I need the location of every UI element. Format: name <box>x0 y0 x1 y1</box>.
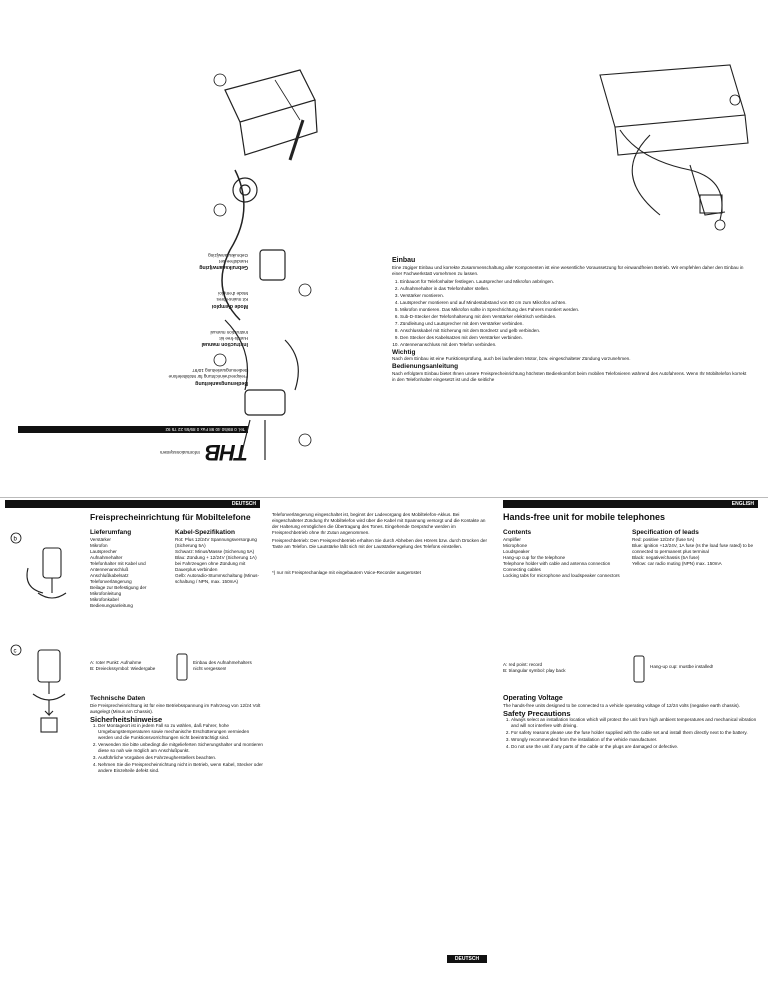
item: Verstärker <box>90 536 111 542</box>
step: 8. Anschlusskabel mit Sicherung mit dem Bordnetz und gelb verbinden. <box>400 328 747 334</box>
lieferumfang <box>90 530 170 609</box>
step: 7. Zündleitung und Lautsprecher mit dem Verstärker verbinden. <box>400 321 747 327</box>
mid-text: Telefonverlängerung eingeschaltet ist, beginnt der Ladevorgang des Mobiltelefon-Akkus. Bei eingeschalteter Zündung Ihr Mobiltelefon wird über die Kabel mit Spannung versorgt und die Kontakte an der Halterung ermöglichen die Übertragung des Tones. Eingehende Gespräche werden im Freisprechbetrieb ohne Ihr Zutun angenommen. <box>272 512 486 535</box>
item: Lautsprecher <box>90 548 117 554</box>
section-bar-en: ENGLISH <box>503 500 758 508</box>
contents-title: Contents <box>503 529 532 536</box>
cover-line: Freisprecheinrichtung für Mobiltelefone <box>168 374 248 380</box>
page-fold <box>0 497 768 498</box>
middle-column <box>272 512 487 578</box>
company-bar: Tel. 0 89/50 40 98 Fax 0 89/55 22 75 92 <box>18 426 248 433</box>
cover-line: Mode d'emploi <box>218 291 248 297</box>
step: 1. Einbauort für Telefonhalter festlegen. Lautsprecher und Mikrofon anbringen. <box>400 279 747 285</box>
cover-line: Instruction manual <box>210 329 248 335</box>
cover-title-nl: Gebruiksaanwijzing <box>199 264 248 271</box>
einbau-section <box>392 258 747 385</box>
item: Aufnahmehalter <box>90 554 123 560</box>
step: 2. Aufnahmehalter in das Telefonhalter stellen. <box>400 286 747 292</box>
item: Loudspeaker <box>503 548 530 554</box>
spec-line: Yellow: car radio muting (NPN) max. 150mA <box>632 560 722 566</box>
symbol-b: B: Dreieckssymbol: Wiedergabe <box>90 666 156 671</box>
wichtig-text: Nach dem Einbau ist eine Funktionsprüfung, auch bei laufendem Motor, bzw. eingeschalteter Zündung vorzunehmen. <box>392 356 631 362</box>
cover-title-fr: Mode d'emploi <box>211 302 248 309</box>
step: 3. Verstärker montieren. <box>400 293 747 299</box>
safety-list <box>503 717 758 750</box>
kabel-title: Kabel-Spezifikation <box>175 529 235 536</box>
section-bar-de: DEUTSCH <box>5 500 260 508</box>
spec-line: Red: positive 12/24V (fuse 5A) <box>632 536 695 542</box>
spec-title: Specification of leads <box>632 529 699 536</box>
svg-text:c: c <box>13 648 17 655</box>
symbol-a: A: red point: record <box>503 662 543 667</box>
spec-line: Blau: Zündung + 12/24V (Sicherung 1A) bei Fahrzeugen ohne Zündung mit Dauerplus verbinden <box>175 554 257 572</box>
svg-text:b: b <box>13 536 17 543</box>
item: Beilage zur Befestigung der Mikrofonleitung <box>90 584 147 596</box>
spec-line: Schwarz: Minus/Masse (Sicherung 5A) <box>175 548 255 554</box>
step: 5. Mikrofon montieren. Das Mikrofon sollte in Sprechrichtung des Fahrers montiert werden. <box>400 307 747 313</box>
tech-title: Technische Daten <box>90 695 146 702</box>
cover-line: Gebruiksaanwijzing <box>208 252 248 258</box>
safety-title: Safety Precautions <box>503 708 571 718</box>
item: Bedienungsanleitung <box>90 602 133 608</box>
spec-line: Gelb: Autoradio-Stummschaltung (Minus-schaltung / NPN, max. 150mA) <box>175 572 259 584</box>
cover-line: Bedienungsanleitung 10/97 <box>192 368 248 374</box>
einbau-intro: Eine zügiger Einbau und korrekte Zusammenschaltung aller Komponenten ist eine wesentliche Voraussetzung für einwandfreien Betrieb. Wir empfehlen daher den Einbau in einer Fachwerkstatt vornehmen zu lassen. <box>392 264 744 276</box>
item: Microphone <box>503 542 528 548</box>
einbau-steps <box>392 279 747 348</box>
symbol-a: A: roter Punkt: Aufnahme <box>90 660 142 665</box>
item: Mikrofon <box>90 542 108 548</box>
figure-b <box>8 528 86 608</box>
bedienung-title: Bedienungsanleitung <box>392 363 459 371</box>
holder-icon <box>175 652 189 682</box>
list-item: 3. Wrongly recommended from the installation of the vehicle manufacturer. <box>511 737 758 743</box>
operating-section <box>503 696 758 751</box>
list-item: 1. Der Montageort ist in jedem Fall so zu wählen, daß Fahrer, hohe Umgebungstemperaturen sowie mechanische Erschütterungen vermieden werden und die Funktionsvorrichtungen nicht beeinträchtigt sind. <box>98 723 265 741</box>
kabel-spec <box>175 530 260 585</box>
sicher-title: Sicherheitshinweise <box>90 714 163 724</box>
en-symbol-legend <box>503 662 623 674</box>
step: 10. Antennenanschluss mit dem Telefon verbinden. <box>400 342 747 348</box>
cover-title-de: Bedienungsanleitung <box>195 380 248 386</box>
figure-c <box>8 640 86 740</box>
spec-line: Black: negative/chassis (5A fuse) <box>632 554 700 560</box>
tech-section <box>90 696 265 775</box>
sicher-list <box>90 723 265 774</box>
de-title: Freisprecheinrichtung für Mobiltelefone <box>90 512 251 522</box>
components-illustration <box>205 60 325 480</box>
step: 4. Lautsprecher montieren und auf Mindestabstand von 80 cm zum Mikrofon achten. <box>400 300 747 306</box>
item: Telephone holder with cable and antenna connection <box>503 560 611 566</box>
mid-footnote: *) nur mit Freisprechanlage mit eingebautem Voice-Recorder ausgerüstet <box>272 570 421 575</box>
item: Amplifier <box>503 536 521 542</box>
op-title: Operating Voltage <box>503 695 563 702</box>
item: Connecting cables <box>503 566 541 572</box>
spec-line: Blue: ignition +12/24V, 1A fuse (Is the load fuse rated) to be connected to permanent plus terminal <box>632 542 754 554</box>
lieferumfang-title: Lieferumfang <box>90 529 132 536</box>
item: Hang-up cup for the telephone <box>503 554 566 560</box>
installation-diagram <box>560 45 760 250</box>
einbau-title: Einbau <box>392 257 416 264</box>
einbau-note: Einbau des Aufnahmehalters nicht vergessen! <box>193 660 252 671</box>
spec-leads <box>632 530 757 567</box>
list-item: 4. Nehmen Sie die Freisprecheinrichtung nicht in Betrieb, wenn Kabel, Stecker oder andere Einzelteile defekt sind. <box>98 762 265 774</box>
wichtig-title: Wichtig <box>392 348 416 356</box>
tech-text: Die Freisprecheinrichtung ist für eine Betriebsspannung im Fahrzeug von 12/24 Volt ausgelegt (Minus am Chassis). <box>90 702 261 714</box>
en-title: Hands-free unit for mobile telephones <box>503 512 666 522</box>
cover-line: Handsfree-set <box>219 258 248 264</box>
cover-line: Hands-free kit <box>219 335 248 341</box>
list-item: 2. Verwenden Sie bitte unbedingt die mitgelieferten Sicherungshalter und montieren diese so nah wie möglich am Anschlußpunkt. <box>98 742 265 754</box>
item: Telefonhalter mit Kabel und Antennenanschluß <box>90 560 146 572</box>
mid-note: Freisprechbetrieb: Den Freisprechbetrieb erhalten Sie durch Abheben des Hörers bzw. durch Drücken der Taste am Telefon. Die Lautstärke läßt sich mit der Lautstärkeregelung des Telefons einstellen. <box>272 538 487 549</box>
spec-line: Rot: Plus 12/24V Spannungsversorgung (Sicherung 5A) <box>175 536 257 548</box>
step: 9. Den Stecker des Kabelsatzes mit dem Verstärker verbinden. <box>400 335 747 341</box>
step: 6. Sub-D-Stecker der Telefonhalterung mit dem Verstärker elektrisch verbinden. <box>400 314 747 320</box>
list-item: 3. Ausführliche Vorgaben des Fahrzeugherstellers beachten. <box>98 755 265 761</box>
contents <box>503 530 623 579</box>
item: Mikrofonkabel <box>90 596 119 602</box>
symbol-legend <box>90 660 170 672</box>
item: Anschlußkabelsatz <box>90 572 129 578</box>
symbol-b: B: triangular symbol: play back <box>503 668 566 673</box>
cover-title-en: Instruction manual <box>201 341 248 348</box>
list-item: 2. For safety reasons please use the fuse holder supplied with the cable set and install them directly next to the battery. <box>511 730 758 736</box>
item: Locking tabs for microphone and loudspeaker connectors <box>503 572 620 578</box>
item: Telefonverlängerung <box>90 578 132 584</box>
hangup-note: Hang-up cup: mustbe installed! <box>650 664 714 669</box>
hangup-icon <box>632 654 646 684</box>
list-item: 4. Do not use the unit if any parts of the cable or the plugs are damaged or defective. <box>511 744 758 750</box>
section-bar-de-bottom: DEUTSCH <box>447 955 487 963</box>
list-item: 1. Always select an installation location which will protect the unit from high ambient temperatures and mechanical vibration and will not interfere with driving. <box>511 717 758 729</box>
op-text: The hands-free units designed to be connected to a vehicle operating voltage of 12/24 volts (negative earth chassis). <box>503 702 740 708</box>
logo: THB <box>205 440 248 465</box>
cover-line: Kit mains-libres <box>216 297 248 303</box>
bedienung-text: Nach erfolgtem Einbau bietet Ihnen unsere Freisprecheinrichtung höchsten Bedienkomfort beim mobilen Telefonieren während des Autofahrens. Wenn Ihr Mobiltelefon korrekt in den Telefonhalter eingesetzt ist und die seitliche <box>392 370 747 382</box>
logo-subtitle: Informationssystem <box>159 450 200 455</box>
